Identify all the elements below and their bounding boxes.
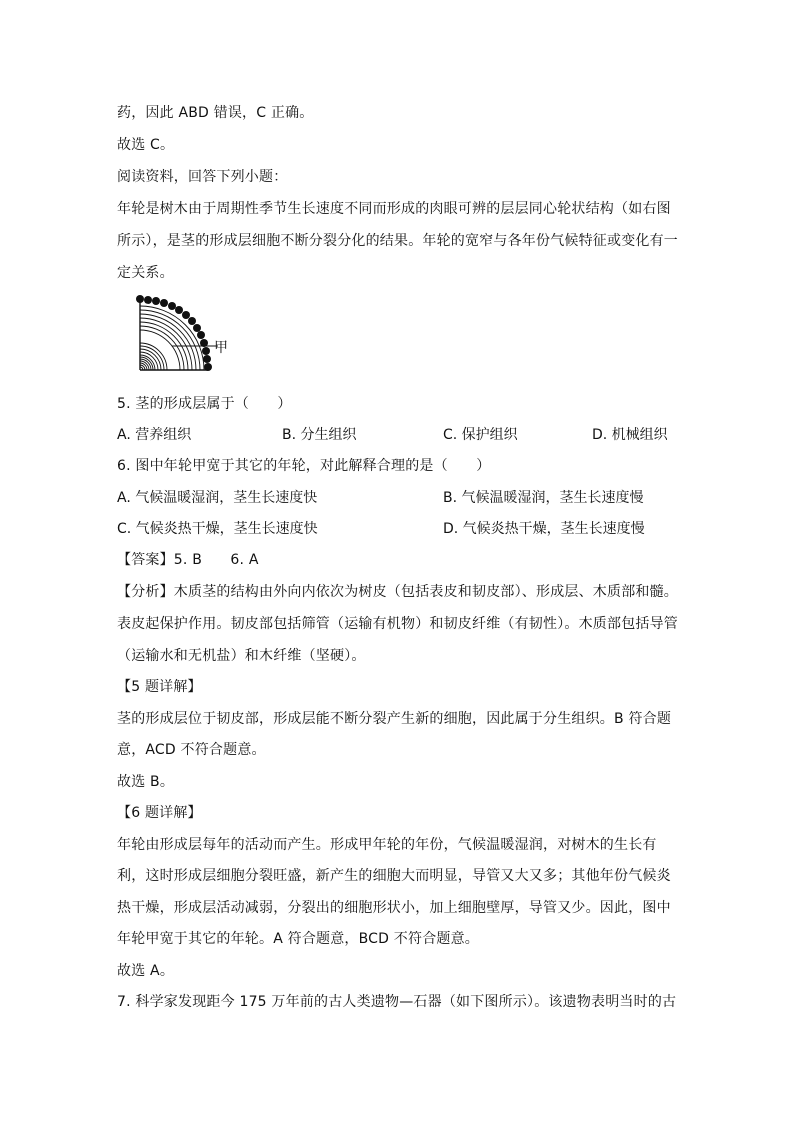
q6-detail-line-3: 热干燥，形成层活动减弱，分裂出的细胞形状小，加上细胞壁厚，导管又少。因此，图中: [117, 900, 671, 916]
answer-line: 【答案】5. B 6. A: [117, 552, 259, 568]
text-line-1: 药，因此 ABD 错误，C 正确。: [117, 105, 314, 121]
q5-detail-line-2: 意，ACD 不符合题意。: [117, 742, 266, 758]
q6-detail-line-2: 利，这时形成层细胞分裂旺盛，新产生的细胞大而明显，导管又大又多；其他年份气候炎: [117, 868, 671, 884]
question-7-stem: 7. 科学家发现距今 175 万年前的古人类遗物—石器（如下图所示）。该遗物表明当时的古: [117, 994, 677, 1010]
question-6-stem: 6. 图中年轮甲宽于其它的年轮，对此解释合理的是（ ）: [117, 458, 491, 474]
q6-detail-line-4: 年轮甲宽于其它的年轮。A 符合题意，BCD 不符合题意。: [117, 931, 479, 947]
tree-ring-diagram: [136, 294, 246, 374]
question-5-stem: 5. 茎的形成层属于（ ）: [117, 396, 292, 412]
q6-detail-line-1: 年轮由形成层每年的活动而产生。形成甲年轮的年份，气候温暖湿润，对树木的生长有: [117, 837, 657, 853]
text-line-2: 故选 C。: [117, 137, 175, 153]
q6-detail-line-5: 故选 A。: [117, 963, 175, 979]
text-line-3: 阅读资料，回答下列小题：: [117, 169, 288, 185]
q5-option-b: B. 分生组织: [282, 427, 357, 443]
q6-option-a: A. 气候温暖湿润，茎生长速度快: [117, 490, 318, 506]
text-line-4: 年轮是树木由于周期性季节生长速度不同而形成的肉眼可辨的层层同心轮状结构（如右图: [117, 201, 671, 217]
q5-detail-line-1: 茎的形成层位于韧皮部，形成层能不断分裂产生新的细胞，因此属于分生组织。B 符合题: [117, 711, 672, 727]
q5-option-d: D. 机械组织: [592, 427, 668, 443]
ring-label: 甲: [214, 340, 228, 356]
q6-option-b: B. 气候温暖湿润，茎生长速度慢: [443, 490, 644, 506]
text-line-6: 定关系。: [117, 265, 174, 281]
q6-detail-heading: 【6 题详解】: [117, 805, 202, 821]
q5-detail-heading: 【5 题详解】: [117, 679, 202, 695]
q5-detail-line-3: 故选 B。: [117, 774, 175, 790]
analysis-line-2: 表皮起保护作用。韧皮部包括筛管（运输有机物）和韧皮纤维（有韧性）。木质部包括导管: [117, 616, 678, 632]
q5-option-c: C. 保护组织: [443, 427, 518, 443]
q5-option-a: A. 营养组织: [117, 427, 192, 443]
analysis-line-1: 【分析】木质茎的结构由外向内依次为树皮（包括表皮和韧皮部）、形成层、木质部和髓。: [117, 584, 678, 600]
q6-option-c: C. 气候炎热干燥，茎生长速度快: [117, 521, 318, 537]
tree-ring-figure: [136, 294, 246, 374]
analysis-line-3: （运输水和无机盐）和木纤维（坚硬）。: [117, 648, 366, 664]
q6-option-d: D. 气候炎热干燥，茎生长速度慢: [443, 521, 645, 537]
text-line-5: 所示），是茎的形成层细胞不断分裂分化的结果。年轮的宽窄与各年份气候特征或变化有一: [117, 233, 678, 249]
